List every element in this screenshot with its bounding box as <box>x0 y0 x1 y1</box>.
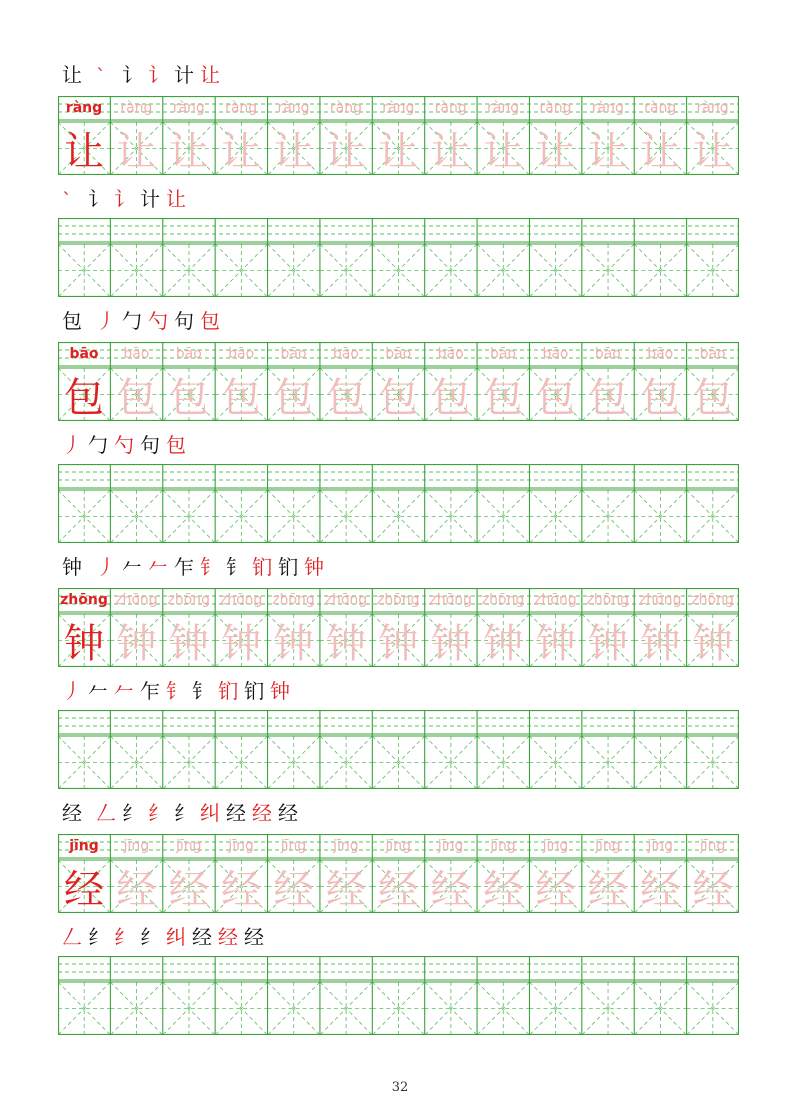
character-heading: 经 <box>62 801 82 825</box>
pinyin-trace: zhōng <box>324 592 368 608</box>
pinyin-trace: ràng <box>434 100 467 116</box>
trace-character: 包 <box>692 375 733 421</box>
stroke-step: 计 <box>174 63 194 87</box>
stroke-step: 纟 <box>148 801 168 825</box>
stroke-step: 勺 <box>148 309 168 333</box>
pinyin-trace: jīng <box>699 838 726 854</box>
stroke-step: 句 <box>174 309 194 333</box>
trace-character: 钟 <box>273 621 314 667</box>
trace-character: 经 <box>168 867 209 913</box>
stroke-step: 𠂉 <box>88 679 108 703</box>
trace-character: 包 <box>535 375 576 421</box>
stroke-step: 纟 <box>114 925 134 949</box>
pinyin-label: jīng <box>69 838 99 854</box>
pinyin-trace: jīng <box>280 838 307 854</box>
stroke-step: 钅 <box>226 555 246 579</box>
pinyin-trace: zhōng <box>167 592 211 608</box>
pinyin-trace: jīng <box>175 838 202 854</box>
pinyin-trace: ràng <box>487 100 520 116</box>
pinyin-trace: ràng <box>591 100 624 116</box>
stroke-step: 讠 <box>114 187 134 211</box>
trace-character: 钟 <box>692 621 733 667</box>
trace-character: 钟 <box>378 621 419 667</box>
practice-grid[interactable] <box>58 218 739 297</box>
stroke-step: 钅 <box>166 679 186 703</box>
grid-lines <box>58 710 739 789</box>
stroke-order-line <box>62 800 304 826</box>
stroke-order-line <box>62 554 330 580</box>
trace-character: 钟 <box>221 621 262 667</box>
stroke-step: 纠 <box>166 925 186 949</box>
stroke-step: 勹 <box>122 309 142 333</box>
trace-character: 让 <box>535 129 576 175</box>
stroke-step: 钟 <box>304 555 324 579</box>
stroke-step: 让 <box>200 63 220 87</box>
pinyin-trace: ràng <box>120 100 153 116</box>
stroke-step: 经 <box>218 925 238 949</box>
trace-character: 经 <box>116 867 157 913</box>
pinyin-trace: jīng <box>437 838 464 854</box>
trace-character: 钟 <box>587 621 628 667</box>
pinyin-trace: zhōng <box>534 592 577 608</box>
stroke-step: 丿 <box>96 309 116 333</box>
stroke-step: 𠂉 <box>122 555 142 579</box>
tracing-grid <box>58 342 739 421</box>
stroke-step: 乍 <box>174 555 194 579</box>
pinyin-trace: jīng <box>490 838 516 854</box>
practice-grid[interactable] <box>58 464 739 543</box>
pinyin-trace: zhōng <box>272 592 315 608</box>
trace-character: 包 <box>325 375 366 421</box>
pinyin-trace: zhōng <box>377 592 420 608</box>
pinyin-trace: jīng <box>595 838 621 854</box>
pinyin-trace: bāo <box>332 346 359 362</box>
trace-character: 经 <box>378 867 419 913</box>
pinyin-trace: ràng <box>382 100 415 116</box>
trace-character: 钟 <box>168 621 209 667</box>
grid-lines <box>58 956 739 1035</box>
pinyin-trace: bāo <box>123 346 150 362</box>
stroke-step: 讠 <box>88 187 108 211</box>
tracing-grid <box>58 834 739 913</box>
stroke-step: 纟 <box>140 925 160 949</box>
stroke-step: 经 <box>244 925 264 949</box>
character-heading: 让 <box>62 63 82 87</box>
pinyin-trace: bāo <box>280 346 307 362</box>
pinyin-trace: zhōng <box>481 592 525 608</box>
model-character: 经 <box>64 867 104 913</box>
trace-character: 经 <box>273 867 314 913</box>
stroke-step: 勹 <box>88 433 108 457</box>
stroke-step: 让 <box>166 187 186 211</box>
pinyin-trace: bāo <box>437 346 464 362</box>
stroke-step: 丿 <box>96 555 116 579</box>
trace-character: 包 <box>640 375 681 421</box>
pinyin-trace: ràng <box>172 100 205 116</box>
stroke-step: 讠 <box>122 63 142 87</box>
pinyin-trace: ràng <box>644 100 677 116</box>
stroke-step: 计 <box>140 187 160 211</box>
pinyin-trace: bāo <box>385 346 412 362</box>
practice-stroke-order-line <box>62 432 192 458</box>
trace-character: 让 <box>378 129 419 175</box>
pinyin-trace: bāo <box>647 346 674 362</box>
stroke-step: 钔 <box>252 555 272 579</box>
stroke-step: 勺 <box>114 433 134 457</box>
stroke-order-line <box>62 308 226 334</box>
trace-character: 让 <box>430 129 471 175</box>
pinyin-trace: zhōng <box>586 592 630 608</box>
stroke-step: 纟 <box>174 801 194 825</box>
stroke-step: 钅 <box>200 555 220 579</box>
pinyin-trace: ràng <box>539 100 572 116</box>
trace-character: 钟 <box>535 621 576 667</box>
practice-stroke-order-line <box>62 924 270 950</box>
pinyin-trace: zhōng <box>429 592 472 608</box>
pinyin-trace: jīng <box>385 838 412 854</box>
trace-character: 让 <box>483 129 524 175</box>
pinyin-trace: bāo <box>175 346 202 362</box>
pinyin-trace: zhōng <box>691 592 734 608</box>
stroke-step: 𠂉 <box>148 555 168 579</box>
trace-character: 让 <box>587 129 628 175</box>
trace-character: 包 <box>116 375 157 421</box>
pinyin-trace: ràng <box>277 100 310 116</box>
stroke-step: 钟 <box>270 679 290 703</box>
stroke-step: 纟 <box>122 801 142 825</box>
page-number: 32 <box>391 1080 409 1095</box>
trace-character: 让 <box>116 129 157 175</box>
pinyin-trace: bāo <box>594 346 621 362</box>
stroke-step: 纠 <box>200 801 220 825</box>
stroke-step: 讠 <box>148 63 168 87</box>
stroke-step: 钔 <box>278 555 298 579</box>
stroke-step: 𠃋 <box>62 925 82 949</box>
stroke-step: 经 <box>192 925 212 949</box>
stroke-step: ` <box>96 64 106 88</box>
trace-character: 包 <box>430 375 471 421</box>
trace-character: 包 <box>587 375 628 421</box>
trace-character: 让 <box>692 129 733 175</box>
trace-character: 经 <box>692 867 733 913</box>
trace-character: 经 <box>430 867 471 913</box>
stroke-step: 句 <box>140 433 160 457</box>
trace-character: 让 <box>168 129 209 175</box>
trace-character: 让 <box>325 129 366 175</box>
stroke-step: 纟 <box>88 925 108 949</box>
character-heading: 钟 <box>62 555 82 579</box>
stroke-order-line <box>62 62 226 88</box>
model-character: 让 <box>64 129 104 175</box>
stroke-step: 钅 <box>192 679 212 703</box>
trace-character: 钟 <box>325 621 366 667</box>
pinyin-label: zhōng <box>60 592 108 608</box>
pinyin-trace: ràng <box>696 100 729 116</box>
trace-character: 让 <box>273 129 314 175</box>
trace-character: 让 <box>221 129 262 175</box>
stroke-step: 经 <box>252 801 272 825</box>
pinyin-trace: zhōng <box>638 592 682 608</box>
trace-character: 经 <box>483 867 524 913</box>
practice-grid[interactable] <box>58 710 739 789</box>
pinyin-trace: jīng <box>333 838 359 854</box>
trace-character: 包 <box>273 375 314 421</box>
pinyin-label: bāo <box>69 346 99 362</box>
tracing-grid <box>58 96 739 175</box>
trace-character: 钟 <box>483 621 524 667</box>
trace-character: 包 <box>378 375 419 421</box>
trace-character: 经 <box>221 867 262 913</box>
stroke-step: 包 <box>166 433 186 457</box>
stroke-step: 𠂉 <box>114 679 134 703</box>
pinyin-trace: bāo <box>490 346 517 362</box>
model-character: 包 <box>64 375 104 421</box>
stroke-step: 丿 <box>62 679 82 703</box>
model-character: 钟 <box>64 621 104 667</box>
stroke-step: ` <box>62 188 72 212</box>
pinyin-trace: jīng <box>228 838 254 854</box>
pinyin-trace: bāo <box>699 346 726 362</box>
practice-stroke-order-line <box>62 678 296 704</box>
trace-character: 包 <box>168 375 209 421</box>
pinyin-trace: bāo <box>228 346 255 362</box>
pinyin-trace: jīng <box>123 838 150 854</box>
tracing-grid <box>58 588 739 667</box>
character-heading: 包 <box>62 309 82 333</box>
trace-character: 经 <box>535 867 576 913</box>
trace-character: 钟 <box>430 621 471 667</box>
pinyin-trace: zhōng <box>115 592 158 608</box>
pinyin-trace: jīng <box>542 838 569 854</box>
stroke-step: 丿 <box>62 433 82 457</box>
stroke-step: 经 <box>278 801 298 825</box>
trace-character: 经 <box>640 867 681 913</box>
stroke-step: 钔 <box>244 679 264 703</box>
trace-character: 包 <box>483 375 524 421</box>
practice-grid[interactable] <box>58 956 739 1035</box>
trace-character: 让 <box>640 129 681 175</box>
pinyin-trace: bāo <box>542 346 569 362</box>
trace-character: 钟 <box>640 621 681 667</box>
practice-stroke-order-line <box>62 186 192 212</box>
grid-lines <box>58 464 739 543</box>
pinyin-trace: zhōng <box>219 592 263 608</box>
pinyin-trace: jīng <box>647 838 673 854</box>
stroke-step: 经 <box>226 801 246 825</box>
pinyin-label: ràng <box>65 100 103 116</box>
pinyin-trace: ràng <box>329 100 362 116</box>
grid-lines <box>58 218 739 297</box>
stroke-step: 包 <box>200 309 220 333</box>
trace-character: 经 <box>587 867 628 913</box>
stroke-step: 乍 <box>140 679 160 703</box>
stroke-step: 钔 <box>218 679 238 703</box>
trace-character: 经 <box>325 867 366 913</box>
stroke-step: 𠃋 <box>96 801 116 825</box>
trace-character: 包 <box>221 375 262 421</box>
pinyin-trace: ràng <box>225 100 258 116</box>
trace-character: 钟 <box>116 621 157 667</box>
